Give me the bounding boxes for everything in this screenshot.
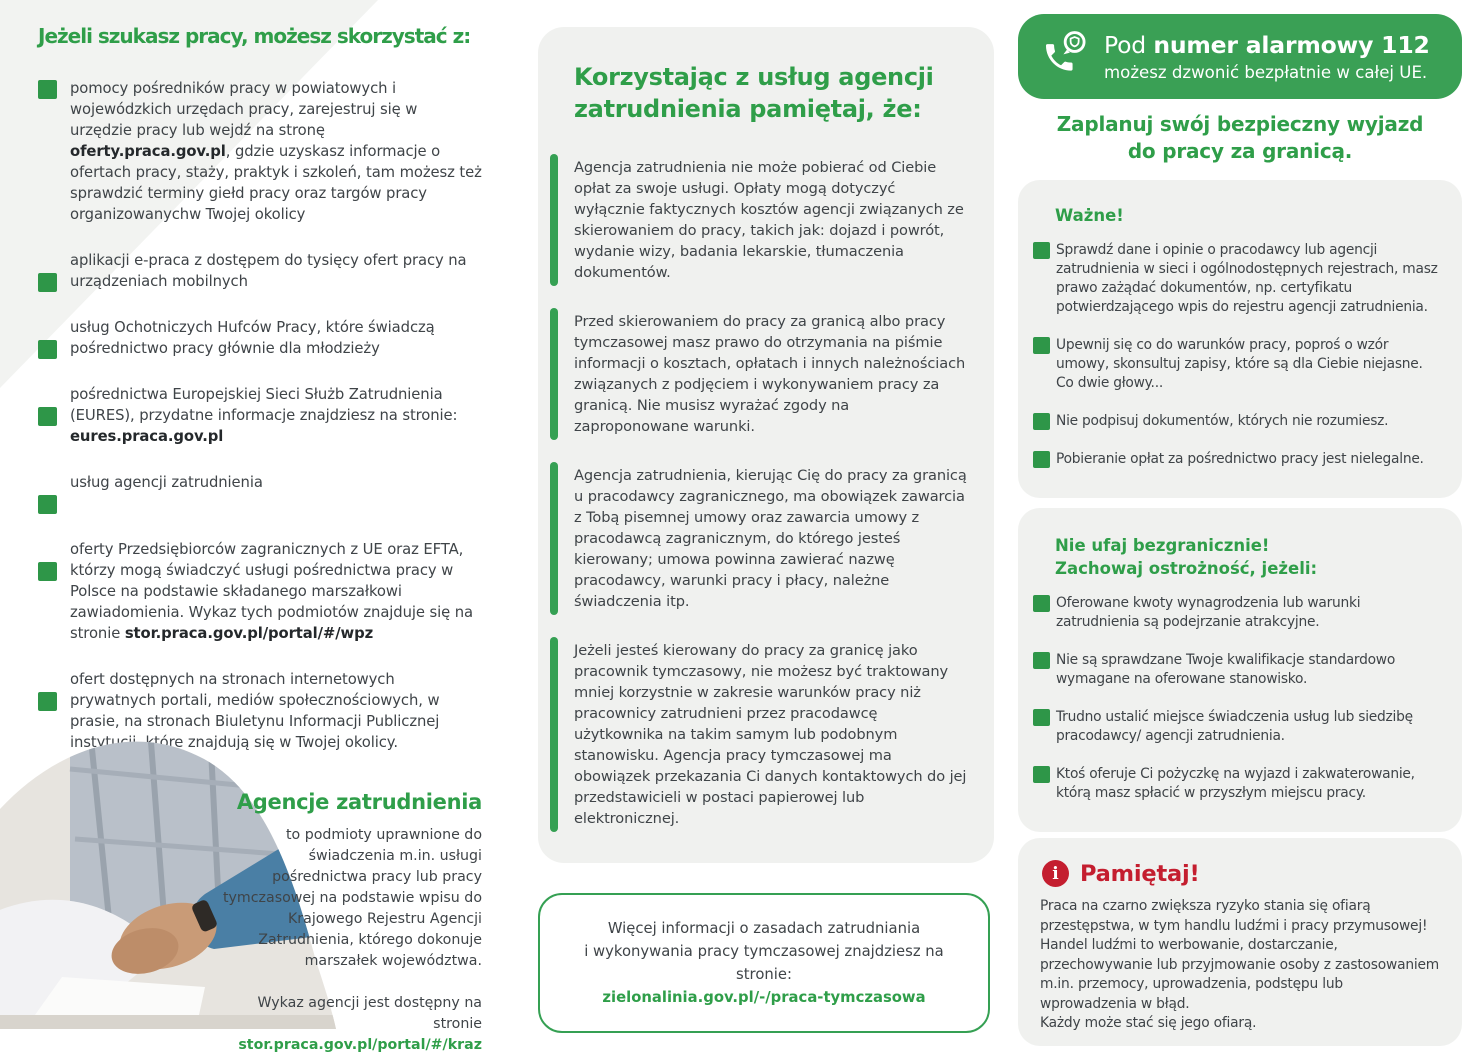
important-title: Ważne! xyxy=(1055,206,1124,225)
left-column xyxy=(38,24,482,778)
list-item xyxy=(38,539,482,644)
list-item-text: Sprawdź dane i opinie o pracodawcy lub agencji zatrudnienia w sieci i ogólnodostępnych rejestrach, masz prawo zażądać dokumentów, np. certyfikatu potwierdzającego wpis do rejestru agencji zatrudnienia. xyxy=(1056,242,1438,315)
phone-shield-icon xyxy=(1038,29,1090,85)
left-heading: Jeżeli szukasz pracy, możesz skorzystać z: xyxy=(38,24,471,48)
remember-box xyxy=(1018,838,1462,1046)
text-segment: Zaplanuj swój bezpieczny wyjazd xyxy=(1056,112,1424,136)
list-item xyxy=(38,384,482,447)
text-segment: Nie ufaj bezgranicznie! xyxy=(1055,536,1270,555)
list-item-text: Nie są sprawdzane Twoje kwalifikacje standardowo wymagane na oferowane stanowisko. xyxy=(1056,652,1396,687)
bullet-square-icon xyxy=(1033,652,1050,669)
list-item-text: Nie podpisuj dokumentów, których nie rozumiesz. xyxy=(1056,413,1389,429)
more-info-box xyxy=(538,893,990,1033)
bullet-square-icon xyxy=(38,273,57,292)
bullet-square-icon xyxy=(1033,337,1050,354)
bullet-square-icon xyxy=(1033,595,1050,612)
link-eures-praca-gov-pl[interactable]: eures.praca.gov.pl xyxy=(70,428,224,445)
caution-title xyxy=(1055,534,1438,580)
more-info-line1: Więcej informacji o zasadach zatrudniania xyxy=(607,920,921,937)
agency-note xyxy=(212,792,482,1056)
banner-line2: możesz dzwonić bezpłatnie w całej UE. xyxy=(1104,63,1428,82)
plan-safe-trip-heading xyxy=(1018,111,1462,165)
text-segment: do pracy za granicą. xyxy=(1127,139,1353,163)
middle-column xyxy=(538,27,994,863)
list-item-text: Oferowane kwoty wynagrodzenia lub warunki zatrudnienia są podejrzanie atrakcyjne. xyxy=(1056,595,1361,630)
list-item xyxy=(1033,765,1438,803)
link-oferty-praca-gov-pl[interactable]: oferty.praca.gov.pl xyxy=(70,143,226,160)
agency-heading: Agencje zatrudnienia xyxy=(236,790,482,814)
text-segment: usług Ochotniczych Hufców Pracy, które świadczą pośrednictwo pracy głównie dla młodzieży xyxy=(70,319,435,357)
bullet-square-icon xyxy=(38,495,57,514)
text-segment: ofert dostępnych na stronach internetowych prywatnych portali, mediów społecznościowych, w prasie, na stronach Biuletynu Informacji Publicznej instytucji, które znajdują się w Twojej okolicy. xyxy=(70,671,440,751)
remember-title: Pamiętaj! xyxy=(1080,860,1200,887)
list-item xyxy=(38,472,482,514)
emergency-112-banner xyxy=(1018,14,1462,99)
list-item-text xyxy=(70,78,482,225)
bullet-square-icon xyxy=(1033,766,1050,783)
list-item-text xyxy=(70,384,482,447)
info-icon: i xyxy=(1042,860,1069,887)
rule-paragraph: Przed skierowaniem do pracy za granicą albo pracy tymczasowej masz prawo do otrzymania na piśmie informacji o kosztach, opłatach i innych należnościach związanych z podjęciem i wykonywaniem pracy za granicą. Nie musisz wyrażać zgody na zaproponowane warunki. xyxy=(574,311,968,437)
text-segment: oferty Przedsiębiorców zagranicznych z UE oraz EFTA, którzy mogą świadczyć usługi pośrednictwa pracy w Polsce na podstawie składanego marszałkowi zawiadomienia. Wykaz tych podmiotów znajduje się na stronie xyxy=(70,541,473,642)
list-item-text xyxy=(70,317,482,359)
text-segment: numer alarmowy 112 xyxy=(1153,31,1430,59)
text-segment: pomocy pośredników pracy w powiatowych i wojewódzkich urzędach pracy, zarejestruj się w urzędzie pracy lub wejdź na stronę xyxy=(70,80,418,139)
text-segment: Praca na czarno zwiększa ryzyko stania się ofiarą przestępstwa, w tym handlu ludźmi i pracy przymusowej! Handel ludźmi to werbowanie, dostarczanie, przechowywanie lub przyjmowanie osoby z zastosowaniem m.in. przemocy, uprowadzenia, podstępu lub wprowadzenia w błąd. xyxy=(1040,898,1440,1012)
list-item-text: Upewnij się co do warunków pracy, poproś o wzór umowy, skonsultuj zapisy, które są dla Ciebie niejasne. Co dwie głowy... xyxy=(1056,337,1423,391)
list-item xyxy=(38,317,482,359)
bullet-square-icon xyxy=(38,562,57,581)
bullet-square-icon xyxy=(38,340,57,359)
remember-header xyxy=(1042,860,1440,887)
list-item-text xyxy=(70,539,482,644)
link-stor-kraz[interactable]: stor.praca.gov.pl/portal/#/kraz xyxy=(238,1037,482,1053)
text-segment: aplikacji e-praca z dostępem do tysięcy ofert pracy na urządzeniach mobilnych xyxy=(70,252,467,290)
link-stor-wpz[interactable]: stor.praca.gov.pl/portal/#/wpz xyxy=(124,625,374,642)
rule-paragraph: Agencja zatrudnienia, kierując Cię do pracy za granicą u pracodawcy zagranicznego, ma obowiązek zawarcia z Tobą pisemnej umowy oraz zawarcia umowy z pracodawcą zagranicznym, do którego jesteś kierowany; umowa powinna zawierać nazwę pracodawcy, warunki pracy i płacy, należne świadczenia itp. xyxy=(574,467,967,610)
list-item xyxy=(38,250,482,292)
middle-heading: Korzystając z usług agencji zatrudnienia pamiętaj, że: xyxy=(574,63,934,123)
caution-box xyxy=(1018,508,1462,832)
agency-register-note: Wykaz agencji jest dostępny na stronie xyxy=(257,995,482,1032)
list-item xyxy=(1033,594,1438,632)
bullet-square-icon xyxy=(1033,709,1050,726)
bullet-square-icon xyxy=(38,692,57,711)
agency-body: to podmioty uprawnione do świadczenia m.in. usługi pośrednictwa pracy lub pracy tymczasowej na podstawie wpisu do Krajowego Rejestru Agencji Zatrudnienia, którego dokonuje marszałek województwa. xyxy=(222,827,482,969)
list-item-text xyxy=(70,250,482,292)
list-item-text: Ktoś oferuje Ci pożyczkę na wyjazd i zakwaterowanie, którą masz spłacić w przyszłym miejscu pracy. xyxy=(1056,766,1415,801)
bullet-square-icon xyxy=(1033,242,1050,259)
list-item xyxy=(38,78,482,225)
text-segment: Zachowaj ostrożność, jeżeli: xyxy=(1055,559,1318,578)
list-item-text: Pobieranie opłat za pośrednictwo pracy jest nielegalne. xyxy=(1056,451,1424,467)
remember-text xyxy=(1040,897,1440,1034)
important-box xyxy=(1018,180,1462,498)
text-segment: usług agencji zatrudnienia xyxy=(70,474,263,491)
rule-paragraph: Jeżeli jesteś kierowany do pracy za granicę jako pracownik tymczasowy, nie możesz być traktowany mniej korzystnie w zakresie warunków pracy niż pracownicy zatrudnieni przez pracodawcę użytkownika na takim samym lub podobnym stanowisku. Agencja pracy tymczasowej ma obowiązek przekazania Ci danych kontaktowych do jej przedstawicieli w postaci papierowej lub elektronicznej. xyxy=(574,642,967,827)
list-item xyxy=(1033,241,1438,317)
text-segment: pośrednictwa Europejskiej Sieci Służb Zatrudnienia (EURES), przydatne informacje znajdziesz na stronie: xyxy=(70,386,458,424)
text-segment: , gdzie uzyskasz informacje o ofertach pracy, staży, praktyk i szkoleń, tam możesz też sprawdzić terminy giełd pracy oraz targów pracy organizowanychw Twojej okolicy xyxy=(70,143,482,223)
list-item xyxy=(1033,450,1438,469)
rule-paragraph: Agencja zatrudnienia nie może pobierać od Ciebie opłat za swoje usługi. Opłaty mogą dotyczyć wyłącznie faktycznych kosztów agencji związanych ze skierowaniem do pracy, takich jak: dojazd i powrót, wydanie wizy, badania lekarskie, tłumaczenia dokumentów. xyxy=(574,157,968,283)
list-item-text xyxy=(70,472,263,514)
text-segment: Pod xyxy=(1104,31,1154,59)
banner-text xyxy=(1104,31,1430,82)
more-info-line2: i wykonywania pracy tymczasowej znajdziesz na stronie: xyxy=(584,943,944,983)
list-item xyxy=(1033,412,1438,431)
agency-rules-card xyxy=(538,27,994,863)
text-segment: Każdy może stać się jego ofiarą. xyxy=(1040,1015,1257,1031)
banner-line1 xyxy=(1104,31,1430,59)
bullet-square-icon xyxy=(38,80,57,99)
list-item xyxy=(1033,336,1438,393)
bullet-square-icon xyxy=(38,407,57,426)
list-item xyxy=(1033,708,1438,746)
list-item xyxy=(1033,651,1438,689)
bullet-square-icon xyxy=(1033,413,1050,430)
link-zielonalinia[interactable]: zielonalinia.gov.pl/-/praca-tymczasowa xyxy=(602,989,926,1006)
list-item-text: Trudno ustalić miejsce świadczenia usług lub siedzibę pracodawcy/ agencji zatrudnienia. xyxy=(1056,709,1413,744)
bullet-square-icon xyxy=(1033,451,1050,468)
